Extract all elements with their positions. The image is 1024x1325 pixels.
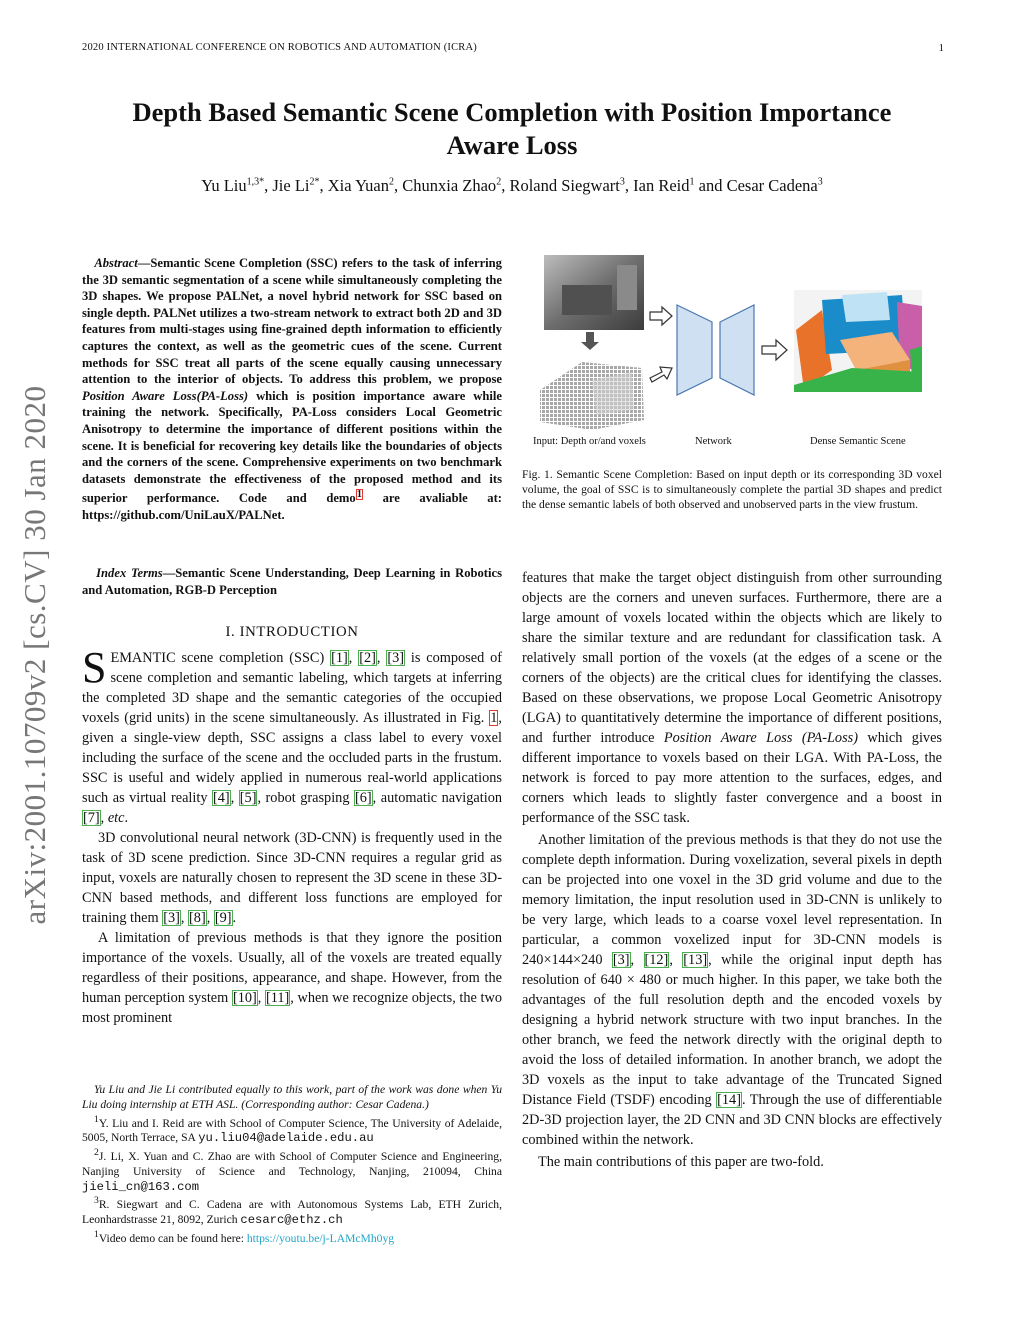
citation-link[interactable]: [4] — [213, 790, 230, 806]
citation-link[interactable]: [11] — [266, 990, 290, 1006]
arxiv-stamp — [8, 365, 62, 945]
figure-1-illustration — [522, 250, 942, 455]
paper-title — [60, 96, 964, 162]
footnote: $^1$Y. Liu and I. Reid are with School of Computer Science, The University of Adelaide, 5005, North Terrace, SA yu.liu04@adelaide.edu.au — [82, 1113, 502, 1146]
footnote: $^3$R. Siegwart and C. Cadena are with Autonomous Systems Lab, ETH Zurich, Leonhardstrasse 21, 8092, Zurich cesarc@ethz.ch — [82, 1195, 502, 1227]
paragraph: 3D convolutional neural network (3D-CNN) is frequently used in the task of 3D scene prediction. Since 3D-CNN requires a regular grid as input, voxels are naturally chosen to represent the 3D scene in these 3D-CNN based methods, and different loss functions are employed for training them [3], [8], [9]. — [82, 830, 502, 926]
footnote-link[interactable]: 1 — [356, 489, 362, 501]
running-header: 2020 INTERNATIONAL CONFERENCE ON ROBOTICS AND AUTOMATION (ICRA) — [82, 42, 477, 53]
video-link[interactable]: https://youtu.be/j-LAMcMh0yg — [246, 1231, 395, 1245]
figure-label-output: Dense Semantic Scene — [810, 436, 906, 447]
footnote-equal-contribution: Yu Liu and Jie Li contributed equally to this work, part of the work was done when Yu Liu doing internship at ETH ASL. (Corresponding author: Cesar Cadena.) — [82, 1083, 502, 1111]
figure-label-input: Input: Depth or/and voxels — [533, 436, 646, 447]
paragraph: The main contributions of this paper are two-fold. — [538, 1154, 824, 1170]
email: jieli_cn@163.com — [82, 1179, 200, 1194]
author: Jie Li — [272, 176, 310, 195]
right-column-body — [522, 568, 942, 1172]
section-heading: I. INTRODUCTION — [225, 624, 359, 640]
introduction-body — [82, 643, 502, 1028]
citation-link[interactable]: [13] — [683, 952, 708, 968]
depth-image — [544, 255, 644, 330]
citation-link[interactable]: [8] — [189, 910, 206, 926]
index-terms: Index Terms—Semantic Scene Understanding, Deep Learning in Robotics and Automation, RGB-D Perception — [82, 566, 502, 597]
paragraph: SEMANTIC scene completion (SSC) [1], [2], [3] is composed of scene completion and semantic labeling, which targets at inferring the completed 3D shape and the semantic categories of the occupied voxels (grid units) in the scene simultaneously. As illustrated in Fig. 1, given a single-view depth, SSC assigns a class label to every voxel including the surface of the scene and the occluded parts in the frustum. SSC is useful and widely applied in numerous real-world applications such as virtual reality [4], [5], robot grasping [6], automatic navigation [7], etc. — [82, 643, 502, 826]
figure-caption: Fig. 1. Semantic Scene Completion: Based on input depth or its corresponding 3D voxel volume, the goal of SSC is to simultaneously complete the partial 3D shapes and predict the dense semantic labels of both observed and unobserved parts in the view frustum. — [522, 468, 942, 511]
citation-link[interactable]: [1] — [331, 650, 348, 666]
paragraph: A limitation of previous methods is that they ignore the position importance of the voxels. Usually, all of the voxels are treated equally regardless of their positions, appearance, and shape. However, from the human perception system [10], [11], when we recognize objects, the two most prominent — [82, 930, 502, 1026]
title-line-1: Depth Based Semantic Scene Completion with Position Importance — [132, 97, 892, 127]
abstract: Abstract—Semantic Scene Completion (SSC) refers to the task of inferring the 3D semantic segmentation of a scene while simultaneously completing the 3D shapes. We propose PALNet, a novel hybrid network for SSC based on single depth. PALNet utilizes a two-stream network to extract both 2D and 3D features from multi-stages using fine-grained depth information to efficiently captures the context, as well as the geometric cues of the scene. Current methods for SSC treat all parts of the scene equally causing unnecessary attention to the interior of objects. To address this problem, we propose Position Aware Loss(PA-Loss) which is position importance aware while training the network. Specifically, PA-Loss considers Local Geometric Anisotropy to determine the importance of different positions within the scene. It is beneficial for recovering key details like the boundaries of objects and the corners of the scene. Comprehensive experiments on two benchmark datasets demonstrate the effectiveness of the proposed method and its superior performance. Code and demo$^1$ are avaliable at: https://github.com/UniLauX/PALNet. — [82, 256, 502, 523]
citation-link[interactable]: [14] — [717, 1092, 741, 1108]
citation-link[interactable]: [3] — [612, 952, 630, 968]
footnote: $^1$Video demo can be found here: https://youtu.be/j-LAMcMh0yg — [94, 1228, 395, 1245]
email: yu.liu04@adelaide.edu.au — [198, 1131, 374, 1146]
arxiv-id: arXiv:2001.10709v2 [cs.CV] 30 Jan 2020 — [17, 385, 52, 925]
input-voxel-volume — [540, 362, 644, 430]
network-diagram — [677, 305, 754, 395]
citation-link[interactable]: [3] — [387, 650, 404, 666]
citation-link[interactable]: [9] — [214, 910, 232, 926]
footnotes — [82, 1083, 502, 1246]
abstract-label: Abstract — [94, 256, 138, 270]
paragraph: Another limitation of the previous methods is that they do not use the complete depth information. During voxelization, several pixels in depth can be projected into one voxel in the 3D grid volume and due to the memory limitation, the input resolution used in 3D-CNN is unlikely to be very large, which leads to a coarse voxel level representation. In particular, a common voxelized input for 3D-CNN models is 240×144×240 [3], [12], [13], while the original input depth has resolution of 640 × 480 or much higher. In this paper, we take both the advantages of the full resolution depth and the encoded voxels by designing a hybrid network structure with two input branches. In the other branch, we feed the network directly with the original depth to avoid the loss of detailed information. In another branch, we adopt the 3D voxels as the input to take advantage of the Truncated Signed Distance Field (TSDF) encoding [14]. Through the use of differentiable 2D-3D projection layer, the 2D CNN and 3D CNN blocks are effectively combined within the network. — [522, 832, 942, 1148]
title-line-2: Aware Loss — [446, 130, 578, 160]
citation-link[interactable]: [5] — [239, 790, 257, 806]
author: Ian Reid — [633, 176, 690, 195]
citation-link[interactable]: [3] — [163, 910, 180, 926]
author: Yu Liu — [201, 176, 247, 195]
drop-cap: S — [82, 643, 107, 692]
page-number: 1 — [938, 42, 944, 54]
author-list: Yu Liu$^{1,3*}$, Jie $Li^{2*}$, Xia Yuan$^2$, Chunxia Zhao$^2$, Roland Siegwart$^3$, Ian Reid$^1$ and Cesar Cadena$^3$ — [201, 176, 823, 195]
arrow-right-icon — [650, 307, 672, 325]
citation-link[interactable]: [6] — [355, 790, 372, 806]
figure-label-network: Network — [695, 436, 732, 447]
figure-link[interactable]: 1 — [490, 710, 498, 726]
email: cesarc@ethz.ch — [240, 1212, 343, 1227]
citation-link[interactable]: [12] — [644, 952, 669, 968]
paragraph: features that make the target object distinguish from other surrounding objects are the corners and uneven surfaces. Furthermore, there are a large amount of voxels located within the objects which are likely to share the similar texture and are redundant for classification task. A relatively small portion of the voxels (at the edges of a scene or the corners of the objects) are the critical clues for identifying the classes. Based on these observations, we propose Local Geometric Anisotropy (LGA) to quantitatively determine the importance of different positions, and further introduce Position Aware Loss (PA-Loss) which gives different importance to voxels based on their LGA. With PA-Loss, the network is forced to pay more attention to the surfaces, edges, and corners which leads to slightly faster convergence and a boost in performance of the SSC task. — [522, 570, 942, 826]
arrow-right-icon — [650, 367, 672, 382]
author: Xia Yuan — [327, 176, 389, 195]
citation-link[interactable]: [10] — [232, 990, 257, 1006]
author: Chunxia Zhao — [402, 176, 497, 195]
dense-semantic-scene — [794, 290, 922, 392]
author: Roland Siegwart — [509, 176, 620, 195]
arrow-right-icon — [762, 340, 787, 360]
citation-link[interactable]: [2] — [359, 650, 376, 666]
arrow-down-icon — [581, 332, 599, 350]
citation-link[interactable]: [7] — [83, 810, 100, 826]
footnote: $^2$J. Li, X. Yuan and C. Zhao are with School of Computer Science and Engineering, Nanjing University of Science and Technology, Nanjing, 210094, China jieli_cn@163.com — [82, 1147, 502, 1194]
author: Cesar Cadena — [726, 176, 818, 195]
